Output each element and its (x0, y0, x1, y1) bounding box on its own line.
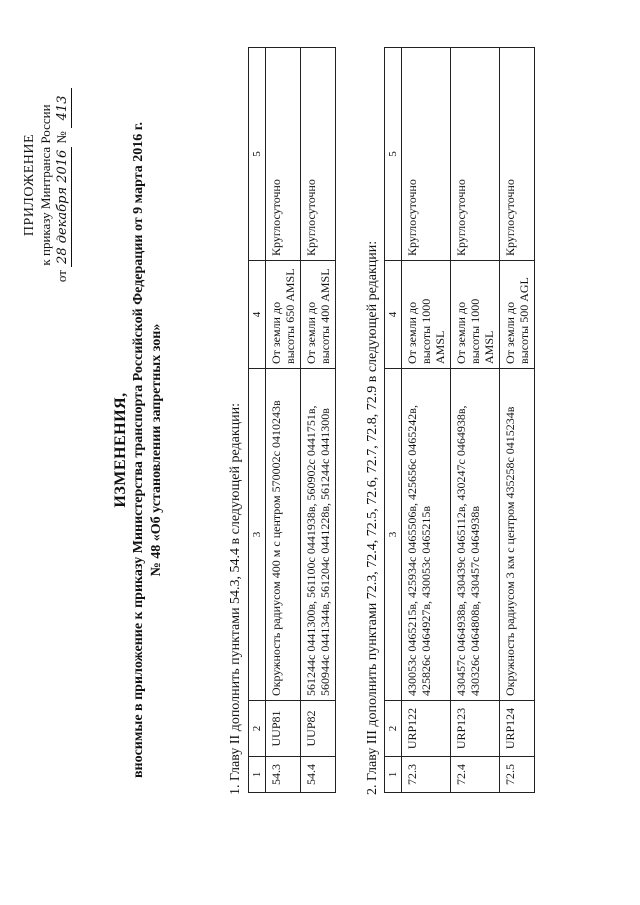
zone-boundary: 561244с 0441300в, 561100с 0441938в, 560902с 0441751в, 560944с 0441344в, 561204с 0441228в, 561244с 0441300в (301, 369, 336, 701)
zone-code: UUP81 (266, 701, 301, 757)
zone-boundary: 430053с 0465215в, 425934с 0465506в, 425656с 0465242в, 425826с 0464927в, 430053с 0465215в (402, 369, 451, 701)
appendix-order-line: к приказу Минтранса России (38, 104, 53, 266)
number-prefix: № (54, 131, 69, 144)
item-number: 72.3 (402, 757, 451, 793)
column-header: 3 (385, 369, 402, 701)
item-number: 72.5 (500, 757, 535, 793)
title-line-2: вносимые в приложение к приказу Министерства транспорта Российской Федерации от 9 марта 2016 г. (131, 121, 146, 779)
column-header: 1 (385, 757, 402, 793)
zone-code: UUP82 (301, 701, 336, 757)
zone-height: От земли до высоты 1000 AMSL (451, 261, 500, 369)
column-header: 2 (249, 701, 266, 757)
section-2-label: 2. Главу III дополнить пунктами 72.3, 72.4, 72.5, 72.6, 72.7, 72.8, 72.9 в следующей редакции: (365, 240, 380, 795)
column-header: 2 (385, 701, 402, 757)
appendix-header (22, 70, 72, 300)
zone-time: Круглосуточно (266, 48, 301, 261)
zone-code: URP123 (451, 701, 500, 757)
zone-boundary: Окружность радиусом 400 м с центром 570002с 0410243в (266, 369, 301, 701)
column-header: 5 (385, 48, 402, 261)
zone-time: Круглосуточно (301, 48, 336, 261)
zone-height: От земли до высоты 650 AMSL (266, 261, 301, 369)
table-row (500, 48, 535, 793)
section-1-label: 1. Главу II дополнить пунктами 54.3, 54.4 в следующей редакции: (228, 403, 243, 795)
table-row (301, 48, 336, 793)
column-header: 4 (249, 261, 266, 369)
document-title (112, 55, 166, 845)
handwritten-number: 413 (55, 88, 72, 128)
item-number: 54.4 (301, 757, 336, 793)
table-row (266, 48, 301, 793)
item-number: 54.3 (266, 757, 301, 793)
table-header-row (249, 48, 266, 793)
column-header: 1 (249, 757, 266, 793)
date-prefix: от (54, 270, 69, 283)
table-row (402, 48, 451, 793)
handwritten-date: 28 декабря 2016 (55, 147, 72, 267)
zone-height: От земли до высоты 500 AGL (500, 261, 535, 369)
item-number: 72.4 (451, 757, 500, 793)
table-row (451, 48, 500, 793)
appendix-caption: ПРИЛОЖЕНИЕ (22, 133, 37, 237)
column-header: 4 (385, 261, 402, 369)
zone-height: От земли до высоты 400 AMSL (301, 261, 336, 369)
zone-code: URP124 (500, 701, 535, 757)
section-1-table (248, 47, 336, 793)
zone-height: От земли до высоты 1000 AMSL (402, 261, 451, 369)
section-2-table (384, 47, 535, 793)
zone-boundary: Окружность радиусом 3 км с центром 435258с 0415234в (500, 369, 535, 701)
zone-time: Круглосуточно (451, 48, 500, 261)
zone-time: Круглосуточно (500, 48, 535, 261)
column-header: 3 (249, 369, 266, 701)
zone-boundary: 430457с 0464938в, 430439с 0465112в, 430247с 0464938в, 430326с 0464808в, 430457с 0464938в (451, 369, 500, 701)
column-header: 5 (249, 48, 266, 261)
zone-code: URP122 (402, 701, 451, 757)
title-heading: ИЗМЕНЕНИЯ, (112, 392, 129, 508)
zone-time: Круглосуточно (402, 48, 451, 261)
appendix-date-line (54, 70, 72, 300)
table-header-row (385, 48, 402, 793)
title-line-3: № 48 «Об установлении запретных зон» (149, 323, 164, 577)
